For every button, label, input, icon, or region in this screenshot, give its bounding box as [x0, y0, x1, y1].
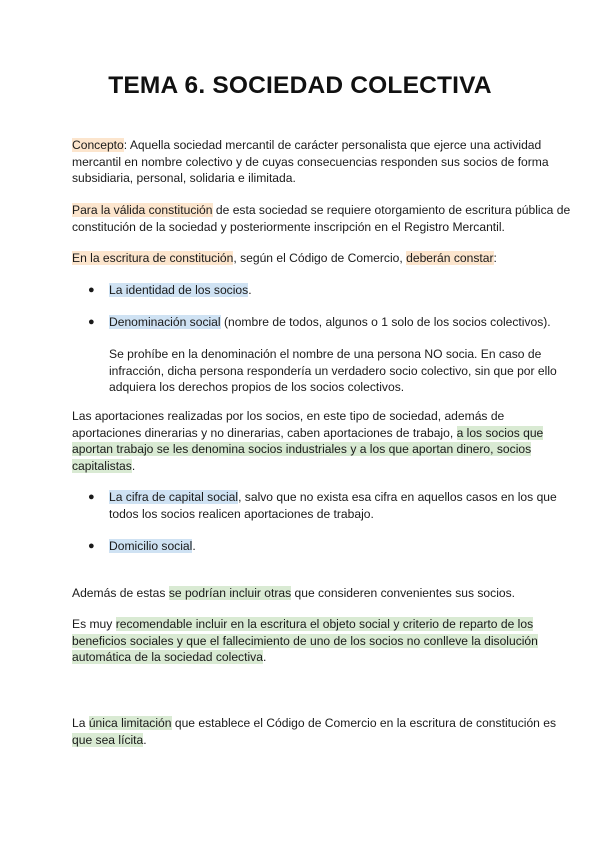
capital-highlight: La cifra de capital social	[109, 490, 239, 504]
others-paragraph	[72, 585, 572, 602]
recommendation-end: .	[262, 650, 267, 665]
bullet-marker: ●	[88, 284, 95, 296]
limitation-paragraph	[72, 715, 572, 748]
recommendation-highlight: recomendable incluir en la escritura el objeto social y criterio de reparto de los beneficios sociales y que el fallecimiento de uno de los socios no conlleve la disolución automática de la sociedad colectiva	[72, 617, 538, 665]
recommendation-start: Es muy	[72, 617, 116, 631]
domicile-highlight: Domicilio social	[109, 539, 193, 553]
bullet-marker: ●	[88, 491, 95, 503]
deed-highlight-2: deberán constar	[406, 251, 494, 265]
list-item-denomination	[109, 314, 571, 331]
constitution-text: de esta sociedad se requiere otorgamiento de escritura pública de constitución de la sociedad y posteriormente inscripción en el Registro Mercantil.	[72, 203, 571, 234]
recommendation-paragraph	[72, 616, 572, 666]
deed-paragraph	[72, 250, 572, 267]
list-item-domicile	[109, 538, 571, 555]
constitution-highlight: Para la válida constitución	[72, 203, 213, 217]
contributions-end: .	[131, 459, 136, 474]
contributions-highlight: a los socios que aportan trabajo se les denomina socios industriales y a los que aportan dinero, socios capitalistas	[72, 425, 544, 474]
deed-end: :	[493, 251, 497, 265]
page-title: TEMA 6. SOCIEDAD COLECTIVA	[108, 72, 492, 99]
denomination-highlight: Denominación social	[109, 315, 221, 329]
denomination-text: (nombre de todos, algunos o 1 solo de los socios colectivos).	[220, 315, 551, 329]
limitation-highlight: única limitación	[88, 716, 172, 730]
others-end: que consideren convenientes sus socios.	[291, 586, 516, 600]
deed-text: , según el Código de Comercio,	[233, 251, 407, 265]
others-start: Además de estas	[72, 586, 169, 600]
list-item-identity	[109, 282, 571, 299]
limitation-end: .	[143, 732, 147, 747]
bullet-marker: ●	[88, 316, 95, 328]
limitation-text: que establece el Código de Comercio en la escritura de constitución es	[171, 716, 557, 730]
list-item-capital	[109, 489, 571, 522]
identity-highlight: La identidad de los socios	[109, 283, 249, 297]
capital-text: , salvo que no exista esa cifra en aquellos casos en los que todos los socios realicen aportaciones de trabajo.	[109, 490, 557, 521]
denomination-note: Se prohíbe en la denominación el nombre de una persona NO socia. En caso de infracción, dicha persona respondería un verdadero socio colectivo, sin que por ello adquiera los derechos propios de los socios colectivos.	[109, 347, 557, 395]
others-highlight: se podrían incluir otras	[168, 586, 292, 600]
deed-highlight: En la escritura de constitución	[72, 251, 234, 265]
limitation-start: La	[72, 716, 89, 730]
identity-end: .	[248, 283, 252, 297]
concept-text: : Aquella sociedad mercantil de carácter personalista que ejerce una actividad mercantil en nombre colectivo y de cuyas consecuencias responden sus socios de forma subsidiaria, personal, solidaria e ilimitada.	[72, 138, 549, 186]
bullet-marker: ●	[88, 540, 95, 552]
concept-paragraph	[72, 137, 572, 187]
contributions-text: Las aportaciones realizadas por los socios, en este tipo de sociedad, además de aportaciones dinerarias y no dinerarias, caben aportaciones de trabajo,	[72, 409, 505, 440]
domicile-end: .	[192, 539, 196, 553]
limitation-highlight-2: que sea lícita	[72, 732, 144, 747]
constitution-paragraph	[72, 202, 572, 235]
concept-label: Concepto	[72, 138, 124, 152]
contributions-paragraph	[72, 408, 572, 475]
